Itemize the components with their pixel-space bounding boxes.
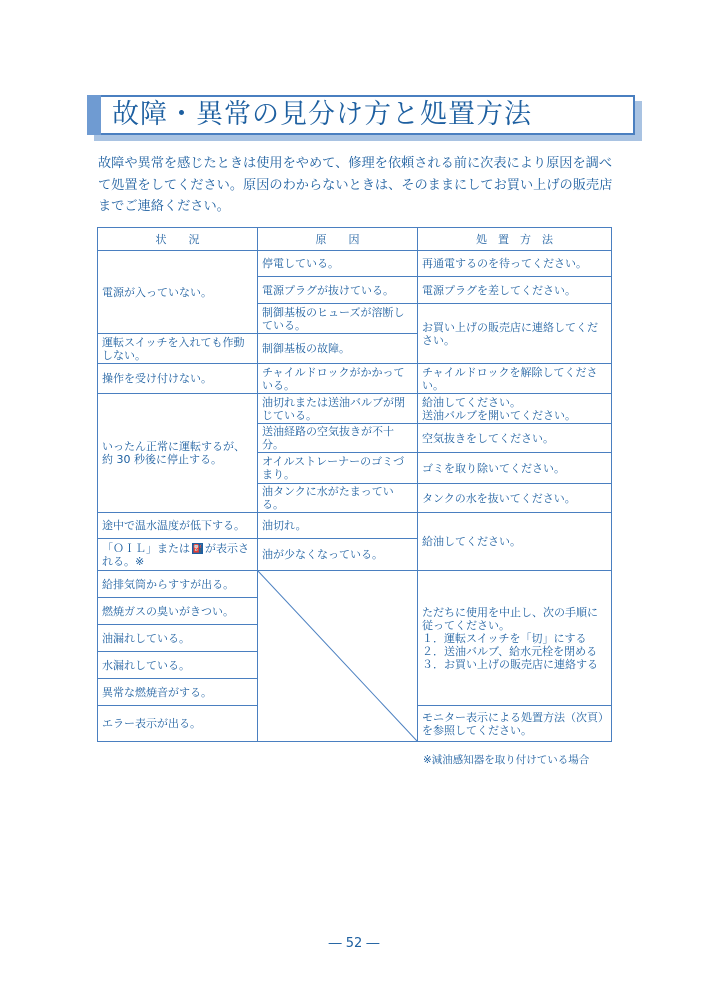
remedy-line: ただちに使用を中止し、次の手順に従ってください。 (422, 605, 598, 632)
cause-cell: 油が少なくなっている。 (258, 539, 418, 571)
table-header-row (98, 228, 612, 251)
status-cell: 異常な燃焼音がする。 (98, 679, 258, 706)
cause-cell: 制御基板の故障。 (258, 334, 418, 364)
remedy-cell: モニター表示による処置方法（次頁）を参照してください。 (418, 706, 612, 742)
cause-cell: 油切れ。 (258, 513, 418, 539)
remedy-step: ３．お買い上げの販売店に連絡する (422, 657, 598, 671)
remedy-cell: お買い上げの販売店に連絡してください。 (418, 304, 612, 364)
diagonal-empty-cell (258, 571, 418, 742)
status-cell: 燃焼ガスの臭いがきつい。 (98, 598, 258, 625)
cause-cell: 油タンクに水がたまっている。 (258, 484, 418, 513)
remedy-cell: 再通電するのを待ってください。 (418, 251, 612, 277)
footnote: ※減油感知器を取り付けている場合 (423, 754, 590, 766)
cause-cell: 送油経路の空気抜きが不十分。 (258, 424, 418, 453)
status-cell: 途中で温水温度が低下する。 (98, 513, 258, 539)
cause-cell: オイルストレーナーのゴミづまり。 (258, 453, 418, 484)
status-text: が表示される。※ (102, 541, 249, 568)
remedy-cell: 給油してください。 (418, 513, 612, 571)
status-cell: 水漏れしている。 (98, 652, 258, 679)
cause-cell: 制御基板のヒューズが溶断している。 (258, 304, 418, 334)
page-title: 故障・異常の見分け方と処置方法 (112, 99, 532, 130)
status-cell: 操作を受け付けない。 (98, 364, 258, 394)
header-status: 状 況 (98, 228, 258, 251)
oil-warning-icon: ⛽ (192, 544, 203, 553)
header-cause: 原 因 (258, 228, 418, 251)
remedy-line: 給油してください。 (422, 395, 521, 409)
remedy-step: １．運転スイッチを「切」にする (422, 631, 587, 645)
table-row (98, 571, 612, 598)
status-text: 「ＯＩＬ」または (102, 541, 190, 555)
cause-cell: 油切れまたは送油バルブが閉じている。 (258, 394, 418, 424)
remedy-cell (418, 394, 612, 424)
remedy-cell (418, 571, 612, 706)
troubleshooting-table (97, 227, 612, 742)
intro-paragraph: 故障や異常を感じたときは使用をやめて、修理を依頼される前に次表により原因を調べて処置をしてください。原因のわからないときは、そのままにしてお買い上げの販売店までご連絡ください。 (98, 156, 613, 214)
table-row (98, 513, 612, 539)
remedy-cell: ゴミを取り除いてください。 (418, 453, 612, 484)
remedy-line: 送油バルブを開いてください。 (422, 408, 576, 422)
remedy-cell: 電源プラグを差してください。 (418, 277, 612, 304)
cause-cell: 停電している。 (258, 251, 418, 277)
status-cell: 給排気筒からすすが出る。 (98, 571, 258, 598)
header-remedy: 処 置 方 法 (418, 228, 612, 251)
remedy-step: ２．送油バルブ、給水元栓を閉める (422, 644, 598, 658)
status-cell: エラー表示が出る。 (98, 706, 258, 742)
status-cell: いったん正常に運転するが、約 30 秒後に停止する。 (98, 394, 258, 513)
status-cell: 油漏れしている。 (98, 625, 258, 652)
cause-cell: 電源プラグが抜けている。 (258, 277, 418, 304)
page-number: ― 52 ― (328, 936, 380, 951)
table-row (98, 394, 612, 424)
table-row (98, 251, 612, 277)
remedy-cell: タンクの水を抜いてください。 (418, 484, 612, 513)
table-row (98, 364, 612, 394)
title-accent-bar (87, 95, 101, 135)
diagonal-line (258, 571, 417, 741)
remedy-cell: チャイルドロックを解除してください。 (418, 364, 612, 394)
cause-cell: チャイルドロックがかかっている。 (258, 364, 418, 394)
remedy-cell: 空気抜きをしてください。 (418, 424, 612, 453)
status-cell (98, 539, 258, 571)
status-cell: 電源が入っていない。 (98, 251, 258, 334)
status-cell: 運転スイッチを入れても作動しない。 (98, 334, 258, 364)
